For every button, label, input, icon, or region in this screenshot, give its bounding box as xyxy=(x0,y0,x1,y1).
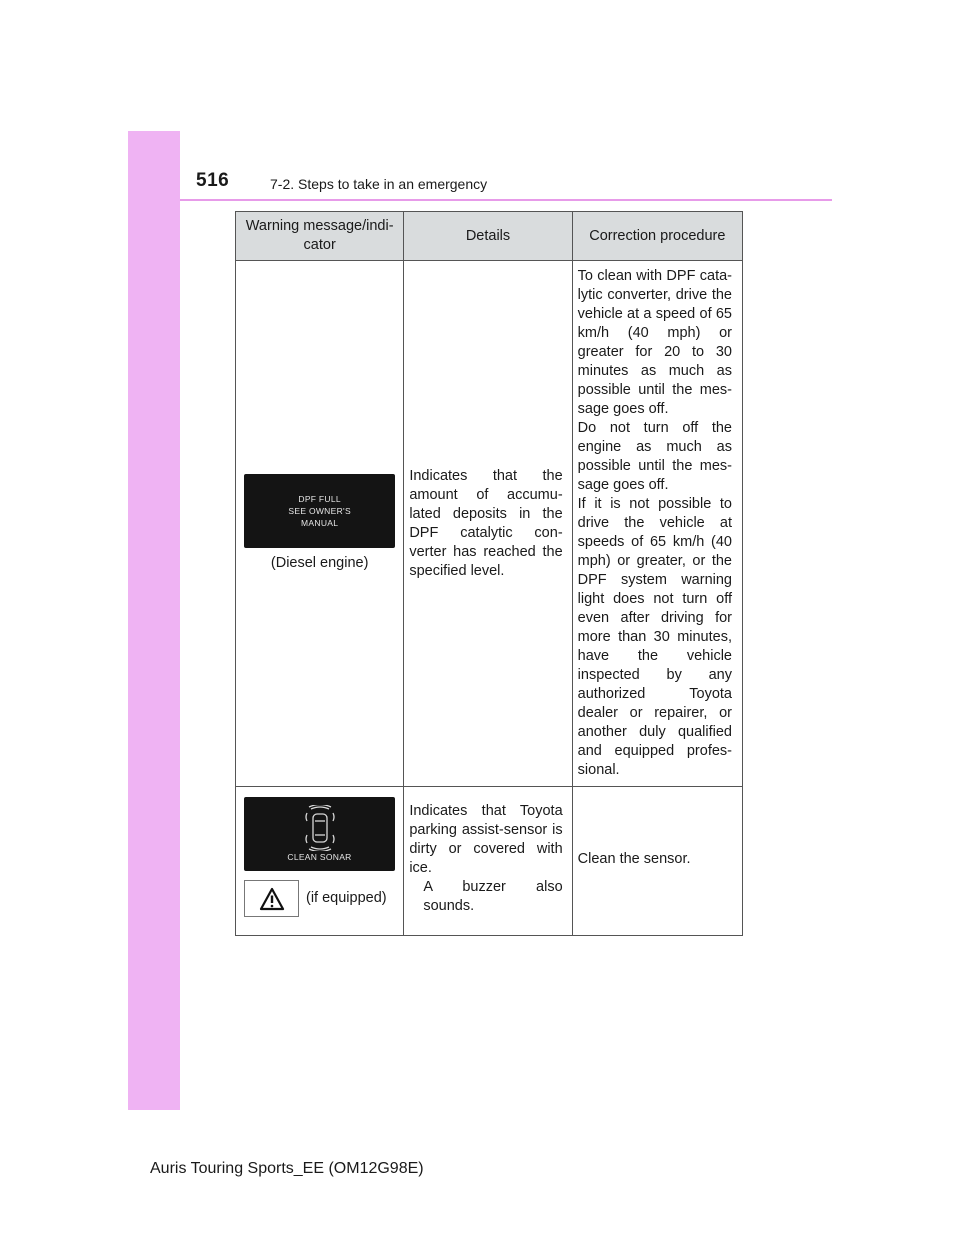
header-rule xyxy=(180,199,832,201)
details-cell: Indicates that the amount of accumu-lated deposits in the DPF catalytic con-verter has reached the specified level. xyxy=(404,261,572,787)
display-line: MANUAL xyxy=(301,518,339,528)
clean-sonar-display xyxy=(244,797,395,871)
indicator-note: (Diesel engine) xyxy=(270,555,369,571)
parking-sensor-car-icon xyxy=(298,805,342,851)
column-header-details: Details xyxy=(404,212,572,261)
display-line: SEE OWNER'S xyxy=(288,506,351,516)
side-tab xyxy=(128,131,180,1110)
correction-cell xyxy=(572,787,742,936)
correction-cell xyxy=(572,261,742,787)
display-line: DPF FULL xyxy=(298,494,341,504)
correction-paragraph: To clean with DPF cata-lytic converter, drive the vehicle at a speed of 65 km/h (40 mph) or greater for 20 to 30 minutes as much as possible until the mes-sage goes off. xyxy=(577,268,732,417)
details-text: Indicates that Toyota parking assist-sensor is dirty or covered with ice. xyxy=(409,803,563,876)
details-cell xyxy=(404,787,572,936)
column-header-correction: Correction procedure xyxy=(572,212,742,261)
dpf-full-display xyxy=(244,474,395,548)
footer-model: Auris Touring Sports_EE (OM12G98E) xyxy=(150,1160,424,1177)
section-title: 7-2. Steps to take in an emergency xyxy=(270,176,488,192)
correction-paragraph: If it is not possible to drive the vehicle at speeds of 65 km/h (40 mph) or greater, or the DPF system warning light does not turn off even after driving for more than 30 minutes, have the vehicle inspected by any authorized Toyota dealer or repairer, or another duly qualified and equipped profes-sional. xyxy=(577,496,732,778)
table-row xyxy=(236,261,743,787)
warning-table xyxy=(235,211,743,936)
correction-paragraph: Clean the sensor. xyxy=(577,851,691,867)
display-line: CLEAN SONAR xyxy=(287,852,352,862)
indicator-cell xyxy=(236,787,404,936)
table-header-row xyxy=(236,212,743,261)
table-row xyxy=(236,787,743,936)
page-number: 516 xyxy=(196,170,230,191)
warning-triangle-icon xyxy=(244,880,299,917)
details-sub-text: A buzzer also sounds. xyxy=(423,879,563,914)
column-header-warning: Warning message/indi-cator xyxy=(236,212,404,261)
indicator-note: (if equipped) xyxy=(306,890,387,906)
indicator-cell xyxy=(236,261,404,787)
correction-paragraph: Do not turn off the engine as much as possible until the mes-sage goes off. xyxy=(577,420,732,493)
